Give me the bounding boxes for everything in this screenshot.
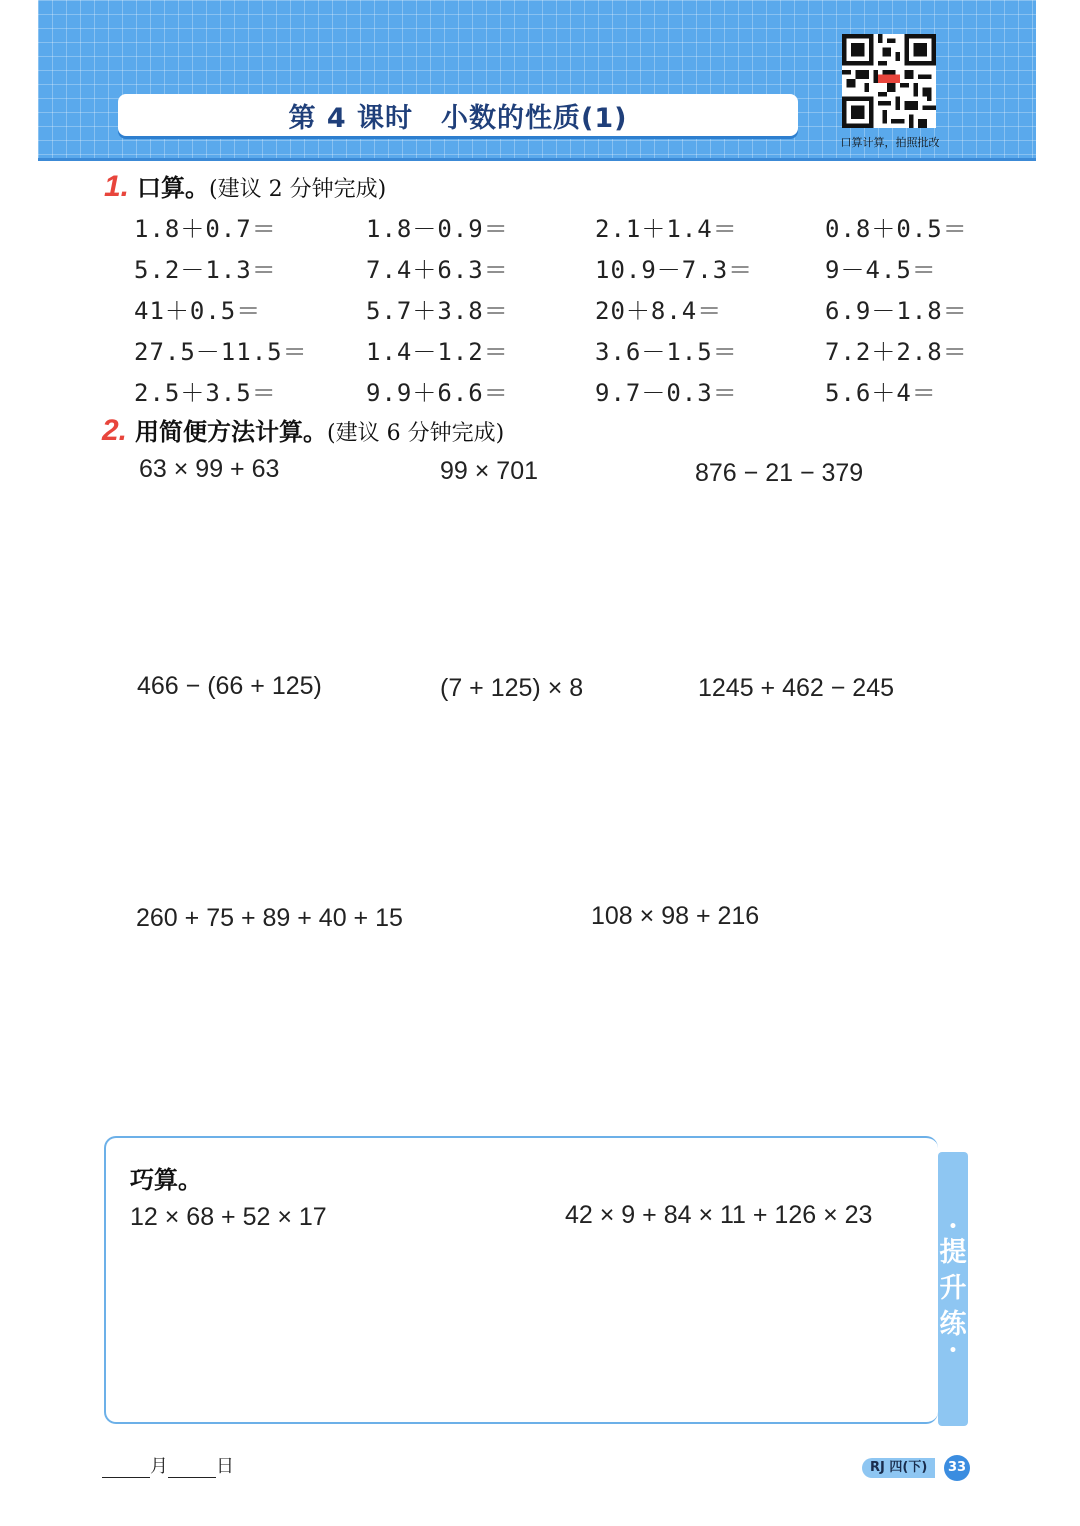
tab-dot: • <box>948 1219 958 1235</box>
section-1-heading <box>104 168 386 204</box>
month-blank[interactable] <box>102 1459 150 1478</box>
lesson-title: 第 4 课时 小数的性质(1) <box>288 102 628 134</box>
section-1-hint: (建议 2 分钟完成) <box>209 177 387 202</box>
mental-math-item: 9－4.5＝ <box>825 256 937 284</box>
qr-code-icon[interactable] <box>842 34 936 128</box>
mental-math-grid <box>134 206 994 411</box>
mental-math-item: 41＋0.5＝ <box>134 297 262 325</box>
month-label: 月 <box>150 1456 168 1477</box>
mental-math-item: 1.4－1.2＝ <box>366 338 509 366</box>
tab-char: 提 <box>939 1237 967 1268</box>
mental-math-item: 5.6＋4＝ <box>825 379 937 407</box>
mental-math-item: 6.9－1.8＝ <box>825 297 968 325</box>
problem-expression: 876 − 21 − 379 <box>695 459 864 487</box>
mental-math-item: 0.8＋0.5＝ <box>825 215 968 243</box>
section-2-title: 用简便方法计算。 <box>135 418 328 446</box>
section-2-number: 2. <box>102 414 128 447</box>
tab-char: 升 <box>939 1273 967 1304</box>
section-2-heading <box>102 412 504 448</box>
section-1-number: 1. <box>104 170 130 203</box>
challenge-expression: 42 × 9 + 84 × 11 + 126 × 23 <box>565 1201 873 1229</box>
day-blank[interactable] <box>168 1459 216 1478</box>
problem-expression: (7 + 125) × 8 <box>440 674 584 702</box>
section-2-hint: (建议 6 分钟完成) <box>327 421 505 446</box>
mental-math-item: 9.7－0.3＝ <box>595 379 738 407</box>
mental-math-item: 2.1＋1.4＝ <box>595 215 738 243</box>
mental-math-item: 20＋8.4＝ <box>595 297 723 325</box>
mental-math-item: 1.8－0.9＝ <box>366 215 509 243</box>
mental-math-row <box>134 288 994 329</box>
mental-math-item: 27.5－11.5＝ <box>134 338 308 366</box>
mental-math-row <box>134 206 994 247</box>
problem-expression: 466 − (66 + 125) <box>137 672 322 700</box>
challenge-side-tab <box>938 1152 968 1426</box>
problem-expression: 99 × 701 <box>440 457 539 485</box>
date-field <box>102 1452 234 1478</box>
qr-caption: 口算计算，拍照批改 <box>840 136 940 149</box>
edition-tag: RJ 四(下) <box>862 1458 935 1478</box>
challenge-expression: 12 × 68 + 52 × 17 <box>130 1203 327 1231</box>
section-1-title: 口算。 <box>137 174 210 202</box>
page-number-badge: 33 <box>944 1455 970 1481</box>
mental-math-item: 1.8＋0.7＝ <box>134 215 277 243</box>
problem-expression: 1245 + 462 − 245 <box>698 674 895 702</box>
challenge-box <box>104 1136 938 1424</box>
mental-math-item: 5.7＋3.8＝ <box>366 297 509 325</box>
problem-expression: 108 × 98 + 216 <box>591 902 760 930</box>
mental-math-item: 5.2－1.3＝ <box>134 256 277 284</box>
problem-expression: 260 + 75 + 89 + 40 + 15 <box>136 904 403 932</box>
challenge-title: 巧算。 <box>130 1166 202 1194</box>
mental-math-row <box>134 247 994 288</box>
mental-math-item: 9.9＋6.6＝ <box>366 379 509 407</box>
tab-dot: • <box>948 1343 958 1359</box>
mental-math-item: 3.6－1.5＝ <box>595 338 738 366</box>
day-label: 日 <box>216 1456 234 1477</box>
lesson-title-bar <box>118 94 798 136</box>
mental-math-item: 7.2＋2.8＝ <box>825 338 968 366</box>
mental-math-item: 7.4＋6.3＝ <box>366 256 509 284</box>
mental-math-item: 2.5＋3.5＝ <box>134 379 277 407</box>
tab-char: 练 <box>939 1309 967 1340</box>
mental-math-row <box>134 370 994 411</box>
mental-math-row <box>134 329 994 370</box>
problem-expression: 63 × 99 + 63 <box>139 455 280 483</box>
mental-math-item: 10.9－7.3＝ <box>595 256 754 284</box>
